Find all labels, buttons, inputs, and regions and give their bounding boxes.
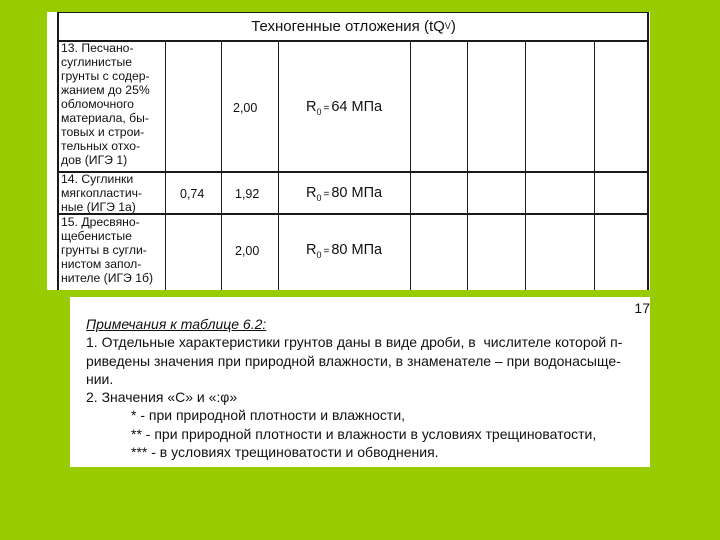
r-value: 80 МПа: [331, 185, 383, 201]
table-col-divider: [165, 40, 166, 290]
r-value: 80 МПа: [331, 242, 383, 258]
r-eq: =: [323, 103, 330, 114]
table-header-close: ): [450, 17, 456, 35]
table-col-divider: [647, 12, 649, 290]
table-col-divider: [410, 40, 411, 290]
row-13-description: 13. Песчано- суглинистые грунты с содер- жанием до 25% обломочного материала, бы- товых и строи- тельных отхо- дов (ИГЭ 1): [61, 41, 150, 167]
notes-scan: [70, 297, 650, 467]
notes-sub-line: ** - при природной плотности и влажности в условиях трещиноватости,: [131, 425, 597, 442]
r-eq: =: [323, 189, 330, 200]
row-15-resistance: [306, 242, 382, 260]
table-row-divider: [57, 171, 649, 173]
r-sub: 0: [316, 249, 322, 260]
table-col-divider: [467, 40, 468, 290]
table-col-divider: [221, 40, 222, 290]
r-sub: 0: [316, 106, 322, 117]
notes-line: 1. Отдельные характеристики грунтов даны в виде дроби, в числителе которой п-: [86, 334, 623, 351]
table-header-text: Техногенные отложения (tQ: [251, 17, 445, 35]
table-scan: [47, 12, 650, 290]
notes-sub-line: *** - в условиях трещиноватости и обводнения.: [131, 444, 439, 461]
table-notes: [86, 315, 646, 461]
r-label: R: [306, 185, 317, 201]
notes-title: Примечания к таблице 6.2:: [86, 316, 267, 332]
soil-table: [47, 12, 650, 290]
r-sub: 0: [316, 192, 322, 203]
table-header: [57, 12, 650, 40]
notes-line: 2. Значения «С» и «:φ»: [86, 389, 238, 406]
row-13-density: 2,00: [233, 101, 258, 115]
table-header-sub: V: [444, 21, 451, 31]
row-14-density: 1,92: [235, 187, 260, 201]
page-number: 17: [634, 300, 650, 316]
notes-line: риведены значения при природной влажности, в знаменателе – при водонасыще-: [86, 352, 621, 369]
r-label: R: [306, 242, 317, 258]
table-col-divider: [278, 40, 279, 290]
row-14-description: 14. Суглинки мягкопластич- ные (ИГЭ 1а): [61, 172, 143, 214]
row-15-density: 2,00: [235, 244, 260, 258]
table-border-left: [57, 12, 59, 290]
notes-line: нии.: [86, 370, 114, 387]
row-14-resistance: [306, 185, 382, 203]
r-value: 64 МПа: [331, 99, 383, 115]
notes-sub-line: * - при природной плотности и влажности,: [131, 407, 406, 424]
r-eq: =: [323, 246, 330, 257]
r-label: R: [306, 99, 317, 115]
row-15-description: 15. Дресвяно- щебенистые грунты в сугли- нистом запол- нителе (ИГЭ 1б): [61, 215, 154, 285]
table-col-divider: [594, 40, 595, 290]
row-14-porosity: 0,74: [180, 187, 205, 201]
table-col-divider: [525, 40, 526, 290]
row-13-resistance: [306, 99, 382, 117]
